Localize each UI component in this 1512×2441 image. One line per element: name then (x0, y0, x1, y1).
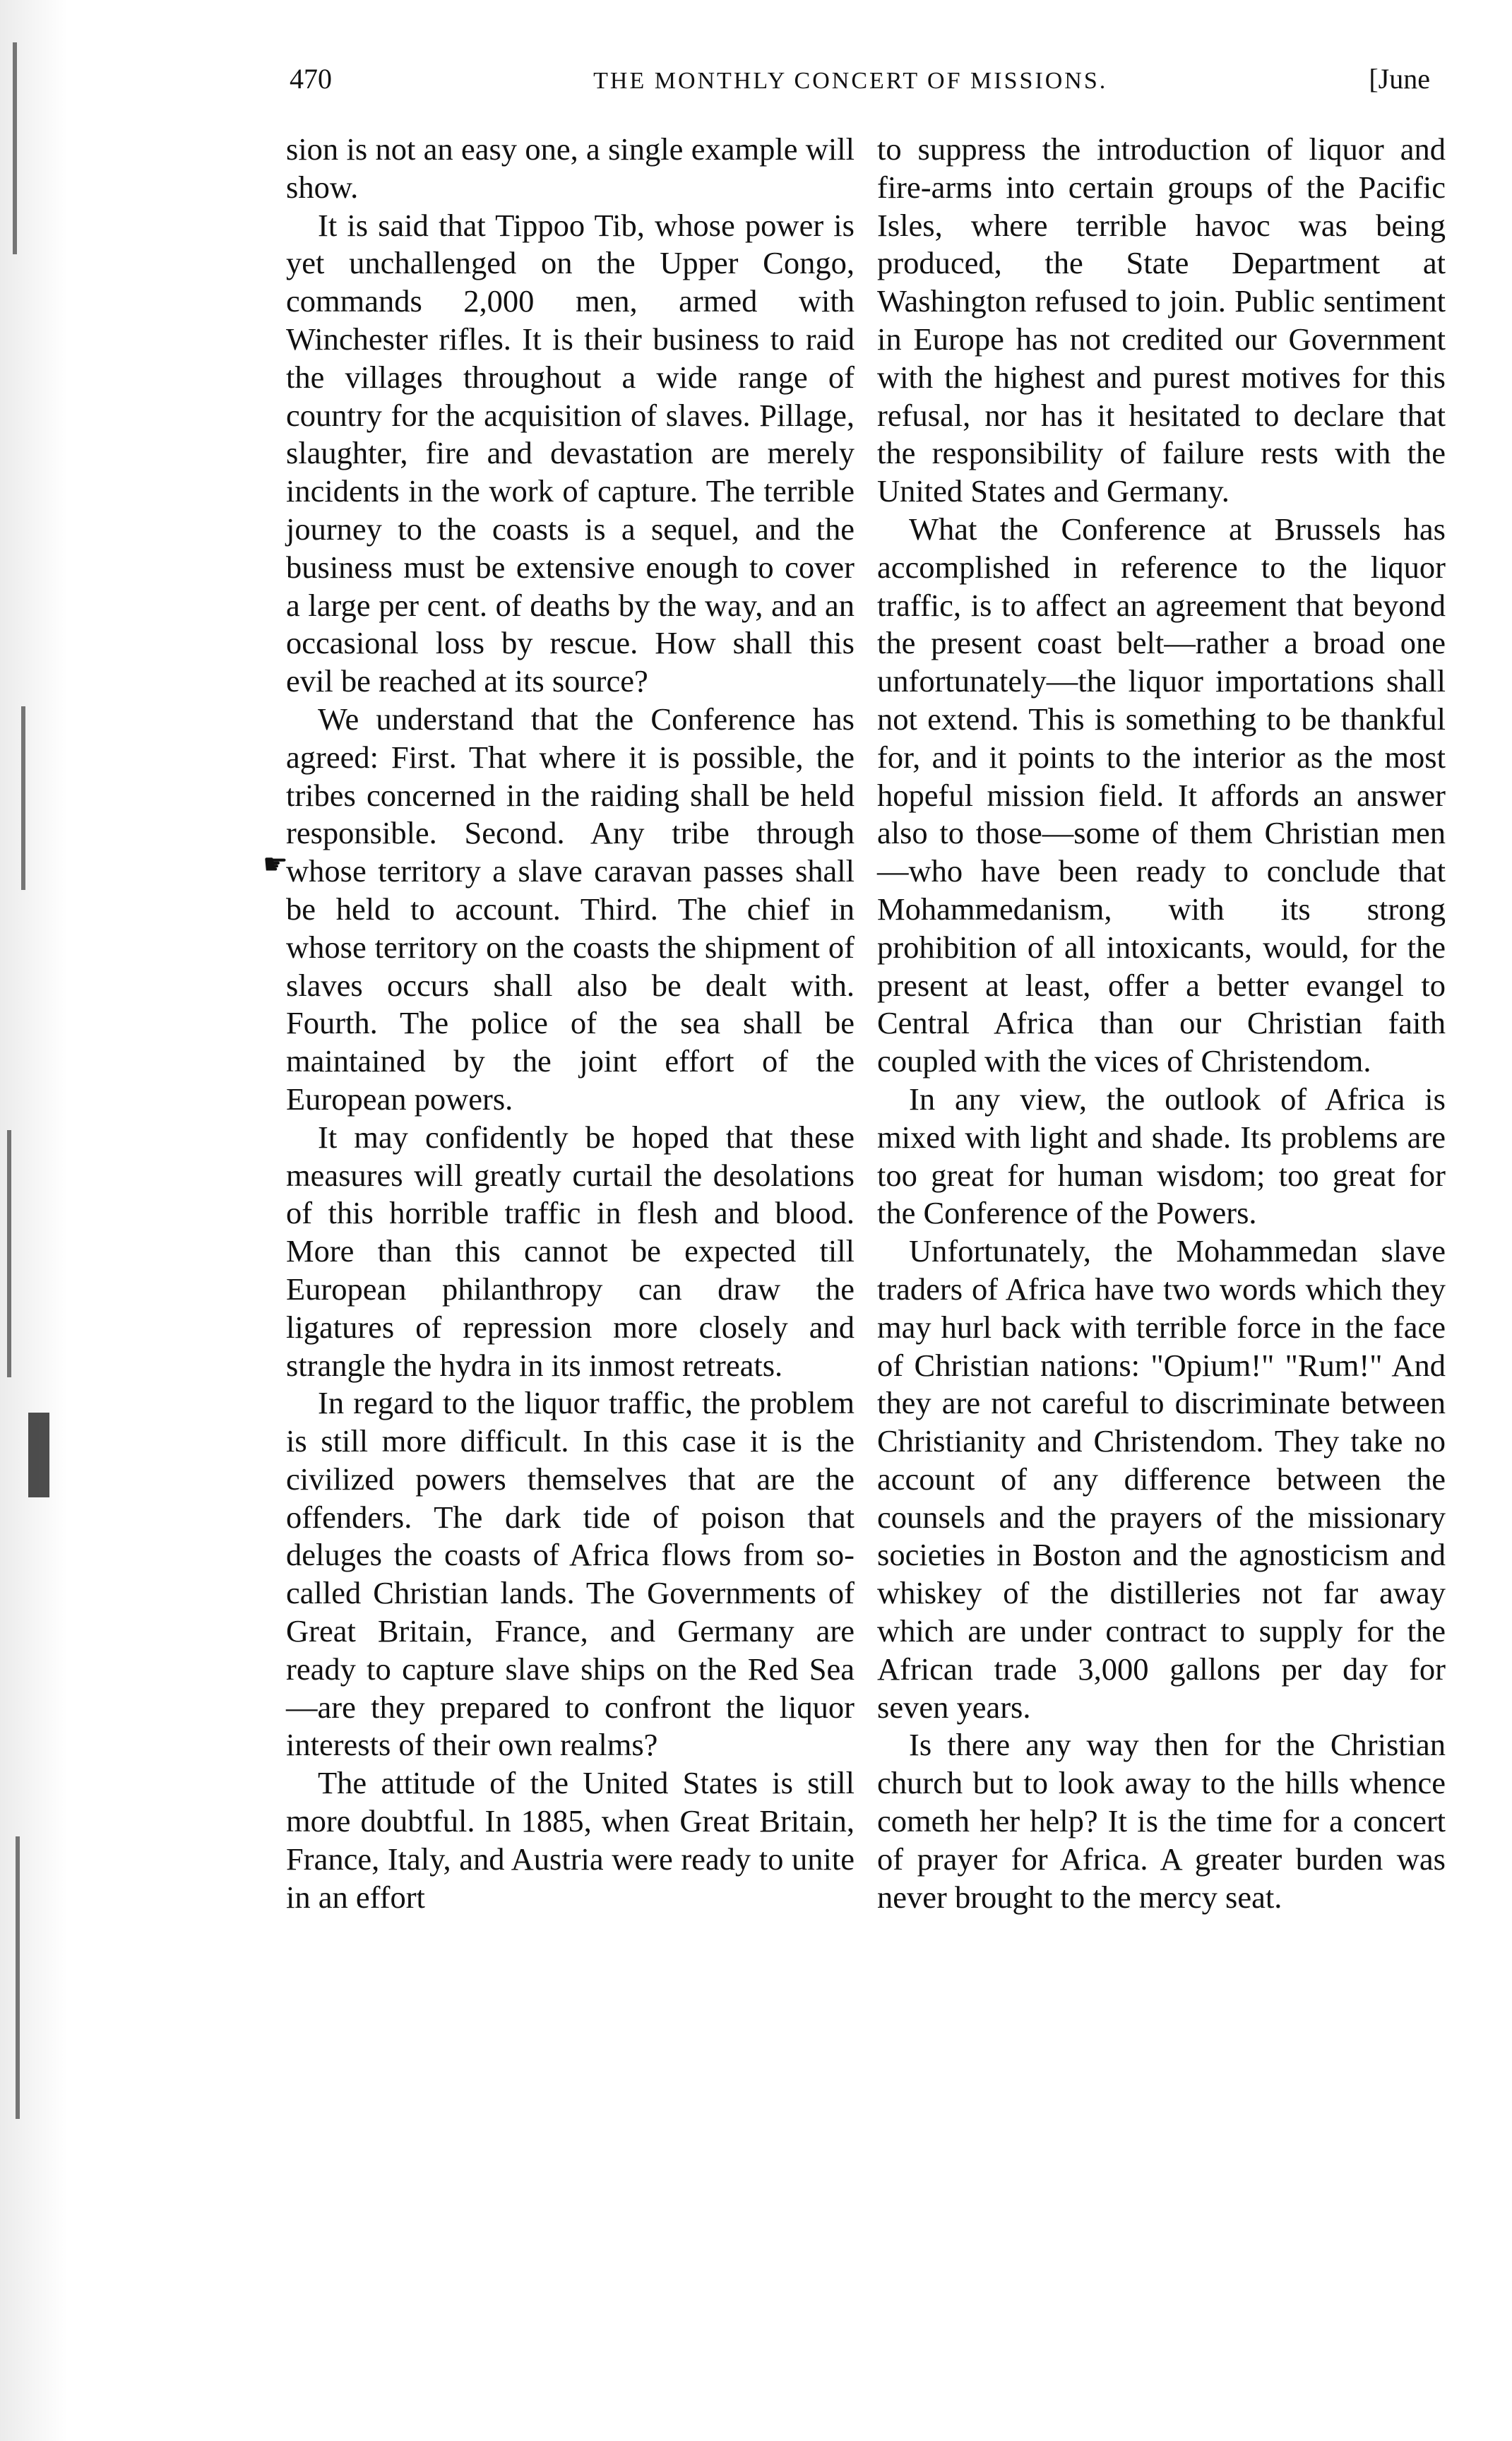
paragraph: Unfortunately, the Mohammedan slave traders of Africa have two words which they may hurl back with terrible force in the face of Christian nations: "Opium!" "Rum!" And they are not careful to discriminate between Christianity and Christendom. They take no account of any difference between the counsels and the prayers of the missionary societies in Boston and the agnosticism and whiskey of the distilleries not far away which are under contract to supply for the African trade 3,000 gallons per day for seven years. (877, 1233, 1446, 1725)
paragraph: It is said that Tippoo Tib, whose power is yet unchallenged on the Upper Congo, commands 2,000 men, armed with Winchester rifles. It is their business to raid the villages throughout a wide range of country for the acquisition of slaves. Pillage, slaughter, fire and devastation are merely incidents in the work of capture. The terrible journey to the coasts is a sequel, and the business must be extensive enough to cover a large per cent. of deaths by the way, and an occasional loss by rescue. How shall this evil be reached at its source? (286, 207, 855, 699)
margin-pointer-icon: ☛ (263, 848, 288, 880)
page-number: 470 (290, 63, 332, 95)
left-column (286, 131, 855, 1916)
right-column (877, 131, 1446, 1916)
running-header (290, 62, 1430, 112)
paragraph: sion is not an easy one, a single example will show. (286, 131, 855, 205)
running-title: THE MONTHLY CONCERT OF MISSIONS. (593, 68, 1108, 94)
paragraph: We understand that the Conference has agreed: First. That where it is possible, the tribes concerned in the raiding shall be held responsible. Second. Any tribe through whose territory a slave caravan passes shall be held to account. Third. The chief in whose territory on the coasts the shipment of slaves occurs shall also be dealt with. Fourth. The police of the sea shall be maintained by the joint effort of the European powers. (286, 701, 855, 1117)
paragraph: In regard to the liquor traffic, the problem is still more difficult. In this case it is the civilized powers themselves that are the offenders. The dark tide of poison that deluges the coasts of Africa flows from so-called Christian lands. The Governments of Great Britain, France, and Germany are ready to capture slave ships on the Red Sea—are they prepared to confront the liquor interests of their own realms? (286, 1385, 855, 1763)
paragraph: Is there any way then for the Christian church but to look away to the hills whence cometh her help? It is the time for a concert of prayer for Africa. A greater burden was never brought to the mercy seat. (877, 1727, 1446, 1915)
paragraph: to suppress the introduction of liquor and fire-arms into certain groups of the Pacific Isles, where terrible havoc was being produced, the State Department at Washington refused to join. Public sentiment in Europe has not credited our Government with the highest and purest motives for this refusal, nor has it hesitated to declare that the responsibility of failure rests with the United States and Germany. (877, 131, 1446, 509)
paragraph: The attitude of the United States is still more doubtful. In 1885, when Great Britain, France, Italy, and Austria were ready to unite in an effort (286, 1765, 855, 1915)
scanned-page-edge (0, 0, 85, 2441)
issue-month: [June (1369, 63, 1430, 95)
paragraph: What the Conference at Brussels has accomplished in reference to the liquor traffic, is to affect an agreement that beyond the present coast belt—rather a broad one unfortunately—the liquor importations shall not extend. This is something to be thankful for, and it points to the interior as the most hopeful mission field. It affords an answer also to those—some of them Christian men—who have been ready to conclude that Mohammedanism, with its strong prohibition of all intoxicants, would, for the present at least, offer a better evangel to Central Africa than our Christian faith coupled with the vices of Christendom. (877, 511, 1446, 1079)
paragraph: It may confidently be hoped that these measures will greatly curtail the desolations of this horrible traffic in flesh and blood. More than this cannot be expected till European philanthropy can draw the ligatures of repression more closely and strangle the hydra in its inmost retreats. (286, 1119, 855, 1383)
paragraph: In any view, the outlook of Africa is mixed with light and shade. Its problems are too great for human wisdom; too great for the Conference of the Powers. (877, 1081, 1446, 1231)
